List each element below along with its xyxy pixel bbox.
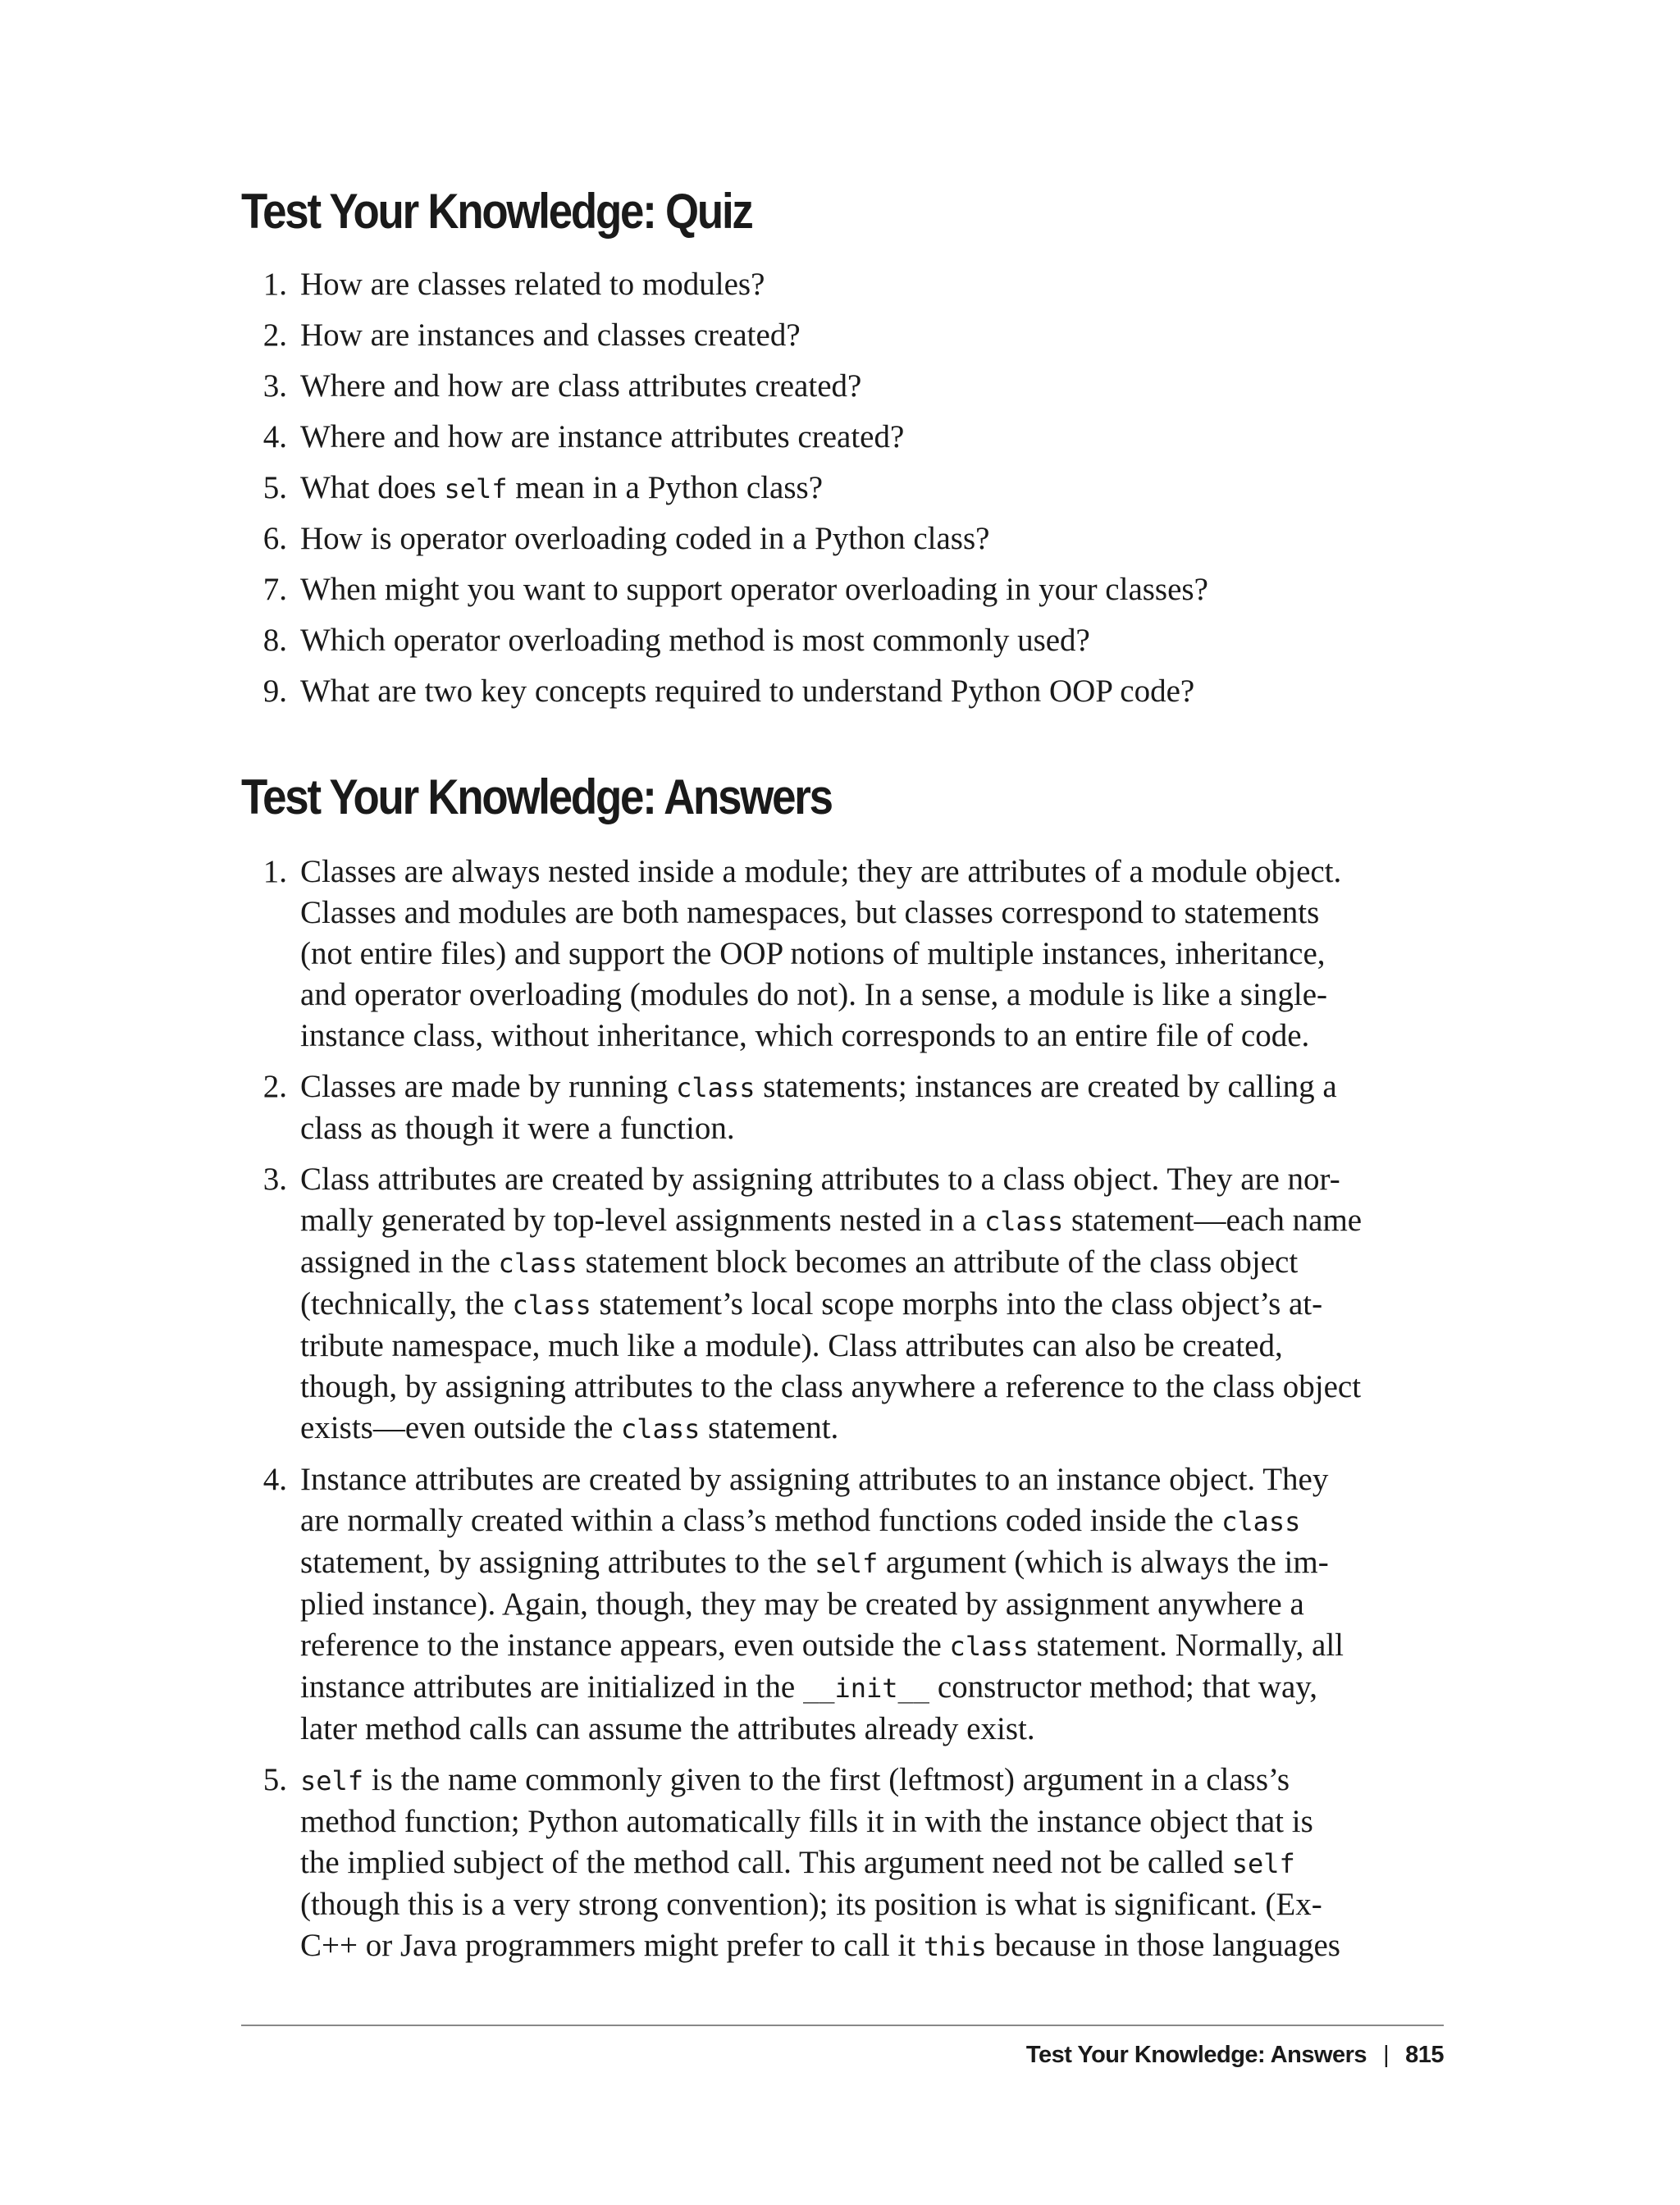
quiz-question: Where and how are instance attributes created? xyxy=(300,419,905,454)
answers-heading: Test Your Knowledge: Answers xyxy=(241,769,832,824)
answer-line xyxy=(300,1284,1444,1326)
quiz-question: How is operator overloading coded in a Python class? xyxy=(300,521,990,556)
item-number: 1. xyxy=(262,854,287,889)
answer-text xyxy=(300,1760,1444,1967)
answers-list xyxy=(0,851,1444,1967)
answer-line xyxy=(300,1842,1444,1884)
quiz-question xyxy=(300,468,1444,509)
quiz-question: Which operator overloading method is most commonly used? xyxy=(300,623,1090,658)
footer-separator: | xyxy=(1383,2042,1390,2068)
quiz-heading: Test Your Knowledge: Quiz xyxy=(241,184,752,239)
answer-line: tribute namespace, much like a module). Class attributes can also be created, xyxy=(300,1328,1283,1363)
answer-line: class as though it were a function. xyxy=(300,1111,735,1146)
answer-line-text: statement. xyxy=(700,1410,839,1445)
answer-item xyxy=(0,851,1444,1057)
inline-code: class xyxy=(1221,1506,1301,1537)
answer-line xyxy=(300,1925,1444,1967)
answer-line-text: reference to the instance appears, even outside the xyxy=(300,1628,950,1663)
answer-line: Classes are always nested inside a module; they are attributes of a module object. xyxy=(300,854,1342,889)
answer-line xyxy=(300,1667,1444,1709)
answer-line xyxy=(300,1408,1444,1449)
inline-code: self xyxy=(444,473,508,504)
answer-line xyxy=(300,1066,1444,1108)
answer-line-text: mally generated by top-level assignments nested in a xyxy=(300,1203,984,1238)
quiz-item xyxy=(0,316,1444,367)
answer-text xyxy=(300,1459,1444,1750)
inline-code: class xyxy=(676,1072,756,1103)
footer-rule xyxy=(241,2025,1444,2026)
answer-line-text: Classes are made by running xyxy=(300,1069,677,1104)
item-number: 2. xyxy=(262,317,287,353)
answer-item xyxy=(0,1459,1444,1750)
item-number: 3. xyxy=(262,1162,287,1197)
inline-code: self xyxy=(1231,1848,1295,1879)
inline-code: class xyxy=(984,1206,1064,1237)
page-number: 815 xyxy=(1405,2042,1444,2068)
item-number: 4. xyxy=(262,1462,287,1497)
answer-line: Classes and modules are both namespaces, but classes correspond to statements xyxy=(300,895,1320,930)
quiz-question: When might you want to support operator overloading in your classes? xyxy=(300,572,1208,607)
answer-line xyxy=(300,1625,1444,1667)
answer-item xyxy=(0,1159,1444,1449)
answer-line-text: statement block becomes an attribute of the class object xyxy=(577,1244,1299,1280)
answer-text xyxy=(300,1066,1444,1149)
quiz-item xyxy=(0,672,1444,723)
item-number: 5. xyxy=(262,470,287,505)
item-number: 2. xyxy=(262,1069,287,1104)
running-footer xyxy=(1026,2042,1444,2069)
item-number: 1. xyxy=(262,267,287,302)
item-number: 6. xyxy=(262,521,287,556)
answer-text xyxy=(300,1159,1444,1449)
answer-line: method function; Python automatically fills it in with the instance object that is xyxy=(300,1804,1313,1839)
quiz-list xyxy=(0,265,1444,723)
answer-item xyxy=(0,1760,1444,1967)
answer-line xyxy=(300,1500,1444,1542)
answer-line-text: exists—even outside the xyxy=(300,1410,622,1445)
answer-line-text: constructor method; that way, xyxy=(929,1669,1317,1705)
answer-line-text: assigned in the xyxy=(300,1244,499,1280)
item-number: 7. xyxy=(262,572,287,607)
quiz-item xyxy=(0,418,1444,468)
answer-line-text: is the name commonly given to the first (leftmost) argument in a class’s xyxy=(363,1762,1290,1797)
quiz-item xyxy=(0,468,1444,519)
answer-line xyxy=(300,1542,1444,1584)
inline-code: __init__ xyxy=(802,1673,930,1704)
answer-line: instance class, without inheritance, which corresponds to an entire file of code. xyxy=(300,1018,1310,1053)
answer-line: and operator overloading (modules do not). In a sense, a module is like a single- xyxy=(300,977,1327,1012)
item-number: 9. xyxy=(262,673,287,709)
item-number: 3. xyxy=(262,368,287,404)
item-number: 4. xyxy=(262,419,287,454)
answer-line-text: the implied subject of the method call. This argument need not be called xyxy=(300,1845,1232,1880)
answer-line xyxy=(300,1242,1444,1284)
inline-code: class xyxy=(621,1413,701,1445)
answer-line-text: are normally created within a class’s method functions coded inside the xyxy=(300,1503,1222,1538)
question-text: mean in a Python class? xyxy=(507,470,824,505)
answer-line-text: (technically, the xyxy=(300,1286,513,1322)
answer-line: plied instance). Again, though, they may be created by assignment anywhere a xyxy=(300,1586,1304,1622)
inline-code: class xyxy=(498,1248,578,1279)
item-number: 5. xyxy=(262,1762,287,1797)
inline-code: this xyxy=(923,1931,987,1962)
answer-line: later method calls can assume the attributes already exist. xyxy=(300,1711,1035,1746)
quiz-item xyxy=(0,367,1444,418)
answer-line-text: C++ or Java programmers might prefer to call it xyxy=(300,1928,924,1963)
inline-code: class xyxy=(949,1631,1029,1662)
quiz-item xyxy=(0,621,1444,672)
answer-line-text: statement—each name xyxy=(1063,1203,1363,1238)
answer-line-text: statement, by assigning attributes to the xyxy=(300,1545,815,1580)
quiz-question: What are two key concepts required to understand Python OOP code? xyxy=(300,673,1195,709)
answer-line-text: statement. Normally, all xyxy=(1028,1628,1344,1663)
answer-line xyxy=(300,1760,1444,1801)
answer-text xyxy=(300,851,1444,1057)
answer-line-text: statement’s local scope morphs into the class object’s at- xyxy=(591,1286,1323,1322)
quiz-item xyxy=(0,265,1444,316)
answer-line xyxy=(300,1200,1444,1242)
answer-line: Class attributes are created by assigning attributes to a class object. They are nor- xyxy=(300,1162,1340,1197)
answer-line-text: argument (which is always the im- xyxy=(878,1545,1329,1580)
inline-code: self xyxy=(815,1548,879,1579)
quiz-item xyxy=(0,570,1444,621)
answer-item xyxy=(0,1066,1444,1149)
answer-line-text: instance attributes are initialized in the xyxy=(300,1669,803,1705)
answer-line: (though this is a very strong convention); its position is what is significant. (Ex- xyxy=(300,1887,1322,1922)
inline-code: self xyxy=(300,1765,364,1796)
question-text: What does xyxy=(300,470,445,505)
inline-code: class xyxy=(512,1290,591,1321)
quiz-question: How are instances and classes created? xyxy=(300,317,801,353)
footer-section-title: Test Your Knowledge: Answers xyxy=(1025,2042,1367,2068)
answer-line-text: because in those languages xyxy=(986,1928,1340,1963)
answer-line: though, by assigning attributes to the class anywhere a reference to the class object xyxy=(300,1369,1362,1404)
quiz-item xyxy=(0,519,1444,570)
answer-line: (not entire files) and support the OOP notions of multiple instances, inheritance, xyxy=(300,936,1326,971)
quiz-question: Where and how are class attributes created? xyxy=(300,368,862,404)
item-number: 8. xyxy=(262,623,287,658)
answer-line: Instance attributes are created by assigning attributes to an instance object. They xyxy=(300,1462,1329,1497)
quiz-question: How are classes related to modules? xyxy=(300,267,765,302)
answer-line-text: statements; instances are created by calling a xyxy=(755,1069,1337,1104)
